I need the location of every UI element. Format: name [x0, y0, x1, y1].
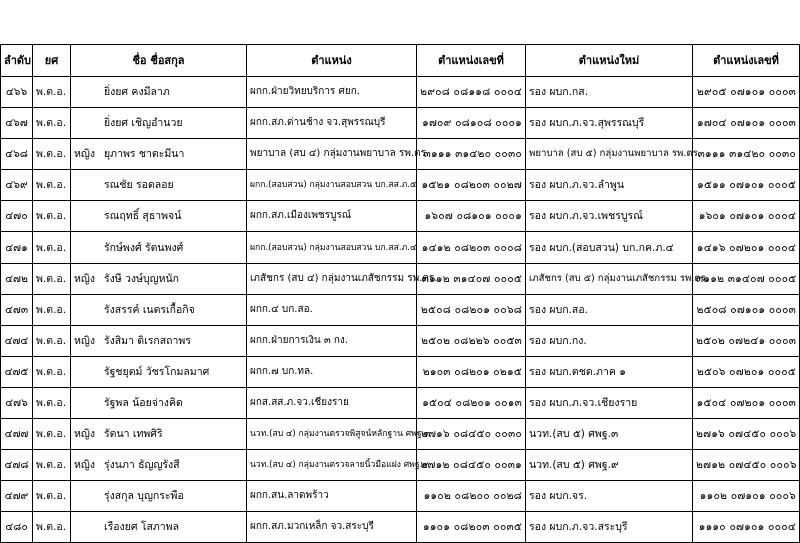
name-cell — [71, 512, 247, 543]
table-row — [1, 77, 800, 108]
full-name: รังสรรค์ เนตรเกื้อกิจ — [104, 303, 195, 316]
position-number-cell: ๑๗๐๙ ๐๘๑๐๘ ๐๐๐๑ — [417, 108, 526, 139]
rank-cell: พ.ต.อ. — [33, 450, 71, 481]
position-cell: ผกก.๗ บก.ทล. — [247, 356, 417, 387]
full-name: รัฐพล น้อยจ่างคิด — [104, 396, 183, 409]
row-number: ๔๗๒ — [1, 263, 33, 294]
position-number-cell: ๑๑๐๒ ๐๘๒๐๐ ๐๐๒๘ — [417, 481, 526, 512]
row-number: ๔๗๕ — [1, 356, 33, 387]
table-row — [1, 139, 800, 170]
new-position-number-cell: ๑๕๐๔ ๐๗๒๐๑ ๐๐๐๓ — [693, 387, 800, 418]
full-name: รังษี วงษ์บุญหนัก — [104, 272, 180, 285]
table-row — [1, 201, 800, 232]
new-position-cell: นวท.(สบ ๕) ศพฐ.๓ — [526, 419, 693, 450]
full-name: เรืองยศ โสภาพล — [104, 521, 180, 534]
name-cell — [71, 481, 247, 512]
new-position-cell: นวท.(สบ ๕) ศพฐ.๙ — [526, 450, 693, 481]
new-position-cell: รอง ผบก.ภ.จว.ลำพูน — [526, 170, 693, 201]
table-row — [1, 512, 800, 543]
table-body — [1, 77, 800, 543]
new-position-cell: รอง ผบก.สอ. — [526, 294, 693, 325]
new-position-cell: รอง ผบก.ภ.จว.เพชรบูรณ์ — [526, 201, 693, 232]
row-number: ๔๖๖ — [1, 77, 33, 108]
rank-cell: พ.ต.อ. — [33, 387, 71, 418]
table-row — [1, 108, 800, 139]
rank-cell: พ.ต.อ. — [33, 263, 71, 294]
row-number: ๔๗๖ — [1, 387, 33, 418]
rank-cell: พ.ต.อ. — [33, 512, 71, 543]
name-cell — [71, 294, 247, 325]
row-number: ๔๗๐ — [1, 201, 33, 232]
new-position-number-cell: ๓๑๑๑ ๓๑๔๒๐ ๐๐๓๐ — [693, 139, 800, 170]
rank-cell: พ.ต.อ. — [33, 139, 71, 170]
full-name: รุ่งนภา ธัญญรังสี — [104, 459, 180, 472]
new-position-number-cell: ๒๕๐๘ ๐๗๑๐๑ ๐๐๐๓ — [693, 294, 800, 325]
rank-cell: พ.ต.อ. — [33, 419, 71, 450]
new-position-cell: รอง ผบก.ตชด.ภาค ๑ — [526, 356, 693, 387]
header-rank: ยศ — [33, 45, 71, 77]
header-name: ชื่อ ชื่อสกุล — [71, 45, 247, 77]
rank-cell: พ.ต.อ. — [33, 201, 71, 232]
new-position-number-cell: ๑๕๑๑ ๐๗๑๐๑ ๐๐๐๕ — [693, 170, 800, 201]
position-cell: ผกก.๔ บก.สอ. — [247, 294, 417, 325]
name-cell — [71, 201, 247, 232]
new-position-number-cell: ๒๕๐๖ ๐๗๒๐๑ ๐๐๐๕ — [693, 356, 800, 387]
rank-cell: พ.ต.อ. — [33, 325, 71, 356]
table-row — [1, 263, 800, 294]
row-number: ๔๖๗ — [1, 108, 33, 139]
position-number-cell: ๑๔๑๒ ๐๘๒๐๓ ๐๐๐๘ — [417, 232, 526, 263]
position-number-cell: ๒๗๑๒ ๐๘๔๕๐ ๐๐๓๑ — [417, 450, 526, 481]
name-cell — [71, 325, 247, 356]
position-number-cell: ๑๖๐๗ ๐๘๑๐๑ ๐๐๐๑ — [417, 201, 526, 232]
position-number-cell: ๓๑๑๑ ๓๑๔๒๐ ๐๐๓๐ — [417, 139, 526, 170]
name-prefix: หญิง — [74, 334, 95, 347]
row-number: ๔๗๙ — [1, 481, 33, 512]
row-number: ๔๗๗ — [1, 419, 33, 450]
rank-cell: พ.ต.อ. — [33, 356, 71, 387]
table-row — [1, 294, 800, 325]
name-prefix: หญิง — [74, 428, 95, 441]
new-position-cell: รอง ผบก.ภ.จว.สระบุรี — [526, 512, 693, 543]
table-row — [1, 232, 800, 263]
position-cell: ผกก.สภ.เมืองเพชรบูรณ์ — [247, 201, 417, 232]
table-row — [1, 419, 800, 450]
new-position-number-cell: ๑๑๐๒ ๐๗๑๐๑ ๐๐๐๖ — [693, 481, 800, 512]
position-cell: ผกก.ฝ่ายการเงิน ๓ กง. — [247, 325, 417, 356]
position-number-cell: ๑๕๐๔ ๐๘๒๐๑ ๐๐๑๓ — [417, 387, 526, 418]
full-name: รัตนา เทพศิริ — [104, 428, 163, 441]
position-number-cell: ๑๕๒๑ ๐๘๒๐๓ ๐๐๒๗ — [417, 170, 526, 201]
header-position-number: ตำแหน่งเลขที่ — [417, 45, 526, 77]
name-cell — [71, 77, 247, 108]
name-cell — [71, 232, 247, 263]
name-cell — [71, 450, 247, 481]
name-cell — [71, 139, 247, 170]
new-position-number-cell: ๑๗๐๔ ๐๗๑๐๑ ๐๐๐๓ — [693, 108, 800, 139]
name-cell — [71, 263, 247, 294]
rank-cell: พ.ต.อ. — [33, 77, 71, 108]
full-name: รักษ์พงศ์ รัตนพงศ์ — [104, 241, 184, 254]
position-number-cell: ๑๑๐๑ ๐๘๒๐๓ ๐๐๓๕ — [417, 512, 526, 543]
rank-cell: พ.ต.อ. — [33, 481, 71, 512]
new-position-number-cell: ๑๑๑๐ ๐๗๑๐๑ ๐๐๐๔ — [693, 512, 800, 543]
header-new-position: ตำแหน่งใหม่ — [526, 45, 693, 77]
rank-cell: พ.ต.อ. — [33, 294, 71, 325]
full-name: รณฤทธิ์ สุธาพจน์ — [104, 210, 182, 223]
new-position-cell: รอง ผบก.ภ.จว.สุพรรณบุรี — [526, 108, 693, 139]
new-position-cell: พยาบาล (สบ ๕) กลุ่มงานพยาบาล รพ.ตร. — [526, 139, 693, 170]
table-row — [1, 450, 800, 481]
position-number-cell: ๒๕๐๒ ๐๘๒๒๖ ๐๐๕๓ — [417, 325, 526, 356]
name-cell — [71, 170, 247, 201]
position-number-cell: ๒๗๑๖ ๐๘๔๕๐ ๐๐๓๐ — [417, 419, 526, 450]
name-cell — [71, 108, 247, 139]
position-cell: ผกส.สส.ภ.จว.เชียงราย — [247, 387, 417, 418]
position-number-cell: ๒๙๐๘ ๐๘๑๑๘ ๐๐๐๔ — [417, 77, 526, 108]
position-cell: พยาบาล (สบ ๔) กลุ่มงานพยาบาล รพ.ตร. — [247, 139, 417, 170]
position-number-cell: ๓๑๑๒ ๓๑๔๐๗ ๐๐๐๕ — [417, 263, 526, 294]
header-new-position-number: ตำแหน่งเลขที่ — [693, 45, 800, 77]
name-cell — [71, 387, 247, 418]
row-number: ๔๗๔ — [1, 325, 33, 356]
new-position-cell: รอง ผบก.ภ.จว.เชียงราย — [526, 387, 693, 418]
position-cell: ผกก.(สอบสวน) กลุ่มงานสอบสวน บก.สส.ภ.๕ — [247, 170, 417, 201]
full-name: รุ่งสกุล บุญกระพือ — [104, 490, 184, 503]
full-name: ยิ่งยศ เชิญอำนวย — [104, 117, 183, 130]
row-number: ๔๖๘ — [1, 139, 33, 170]
name-cell — [71, 419, 247, 450]
table-row — [1, 387, 800, 418]
position-number-cell: ๒๑๐๓ ๐๘๒๐๑ ๐๒๑๕ — [417, 356, 526, 387]
table-header-row — [1, 45, 800, 77]
rank-cell: พ.ต.อ. — [33, 170, 71, 201]
name-prefix: หญิง — [74, 459, 95, 472]
personnel-table — [0, 44, 800, 543]
new-position-number-cell: ๑๖๐๑ ๐๗๑๐๑ ๐๐๐๔ — [693, 201, 800, 232]
name-prefix: หญิง — [74, 272, 95, 285]
position-number-cell: ๒๕๐๘ ๐๘๒๐๑ ๐๐๖๘ — [417, 294, 526, 325]
position-cell: ผกก.สภ.มวกเหล็ก จว.สระบุรี — [247, 512, 417, 543]
row-number: ๔๗๑ — [1, 232, 33, 263]
row-number: ๔๗๓ — [1, 294, 33, 325]
row-number: ๔๖๙ — [1, 170, 33, 201]
new-position-cell: เภสัชกร (สบ ๕) กลุ่มงานเภสัชกรรม รพ.ตร. — [526, 263, 693, 294]
header-position: ตำแหน่ง — [247, 45, 417, 77]
new-position-number-cell: ๑๔๑๖ ๐๗๒๐๑ ๐๐๐๔ — [693, 232, 800, 263]
position-cell: นวท.(สบ ๔) กลุ่มงานตรวจลายนิ้วมือแฝง ศพฐ.๙ — [247, 450, 417, 481]
row-number: ๔๗๘ — [1, 450, 33, 481]
full-name: รัฐชยุตม์ วัชรโกมลมาศ — [104, 365, 210, 378]
position-cell: ผกก.สน.ลาดพร้าว — [247, 481, 417, 512]
new-position-number-cell: ๓๑๑๒ ๓๑๔๐๗ ๐๐๐๕ — [693, 263, 800, 294]
full-name: ยุภาพร ชาตะมีนา — [104, 148, 185, 161]
full-name: รณชัย รอดลอย — [104, 179, 174, 192]
new-position-number-cell: ๒๗๑๖ ๐๗๔๕๐ ๐๐๐๖ — [693, 419, 800, 450]
position-cell: เภสัชกร (สบ ๔) กลุ่มงานเภสัชกรรม รพ.ตร. — [247, 263, 417, 294]
position-cell: ผกก.(สอบสวน) กลุ่มงานสอบสวน บก.สส.ภ.๔ — [247, 232, 417, 263]
row-number: ๔๘๐ — [1, 512, 33, 543]
table-row — [1, 325, 800, 356]
table-row — [1, 356, 800, 387]
position-cell: ผกก.ฝ่ายวิทยบริการ ศยก. — [247, 77, 417, 108]
full-name: ยิ่งยศ คงมีลาภ — [104, 86, 170, 99]
name-cell — [71, 356, 247, 387]
new-position-cell: รอง ผบก.(สอบสวน) บก.กค.ภ.๔ — [526, 232, 693, 263]
new-position-cell: รอง ผบก.กง. — [526, 325, 693, 356]
table-row — [1, 481, 800, 512]
position-cell: ผกก.สภ.ด่านช้าง จว.สุพรรณบุรี — [247, 108, 417, 139]
name-prefix: หญิง — [74, 148, 95, 161]
full-name: รังสิมา ดิเรกสถาพร — [104, 334, 191, 347]
new-position-number-cell: ๒๕๐๒ ๐๗๒๔๑ ๐๐๐๓ — [693, 325, 800, 356]
new-position-cell: รอง ผบก.กส. — [526, 77, 693, 108]
rank-cell: พ.ต.อ. — [33, 232, 71, 263]
new-position-number-cell: ๒๗๑๒ ๐๗๔๕๐ ๐๐๐๖ — [693, 450, 800, 481]
table-row — [1, 170, 800, 201]
header-no: ลำดับ — [1, 45, 33, 77]
new-position-number-cell: ๒๙๐๕ ๐๗๑๐๑ ๐๐๐๓ — [693, 77, 800, 108]
new-position-cell: รอง ผบก.จร. — [526, 481, 693, 512]
rank-cell: พ.ต.อ. — [33, 108, 71, 139]
position-cell: นวท.(สบ ๔) กลุ่มงานตรวจพิสูจน์หลักฐาน ศพฐ.๓ — [247, 419, 417, 450]
